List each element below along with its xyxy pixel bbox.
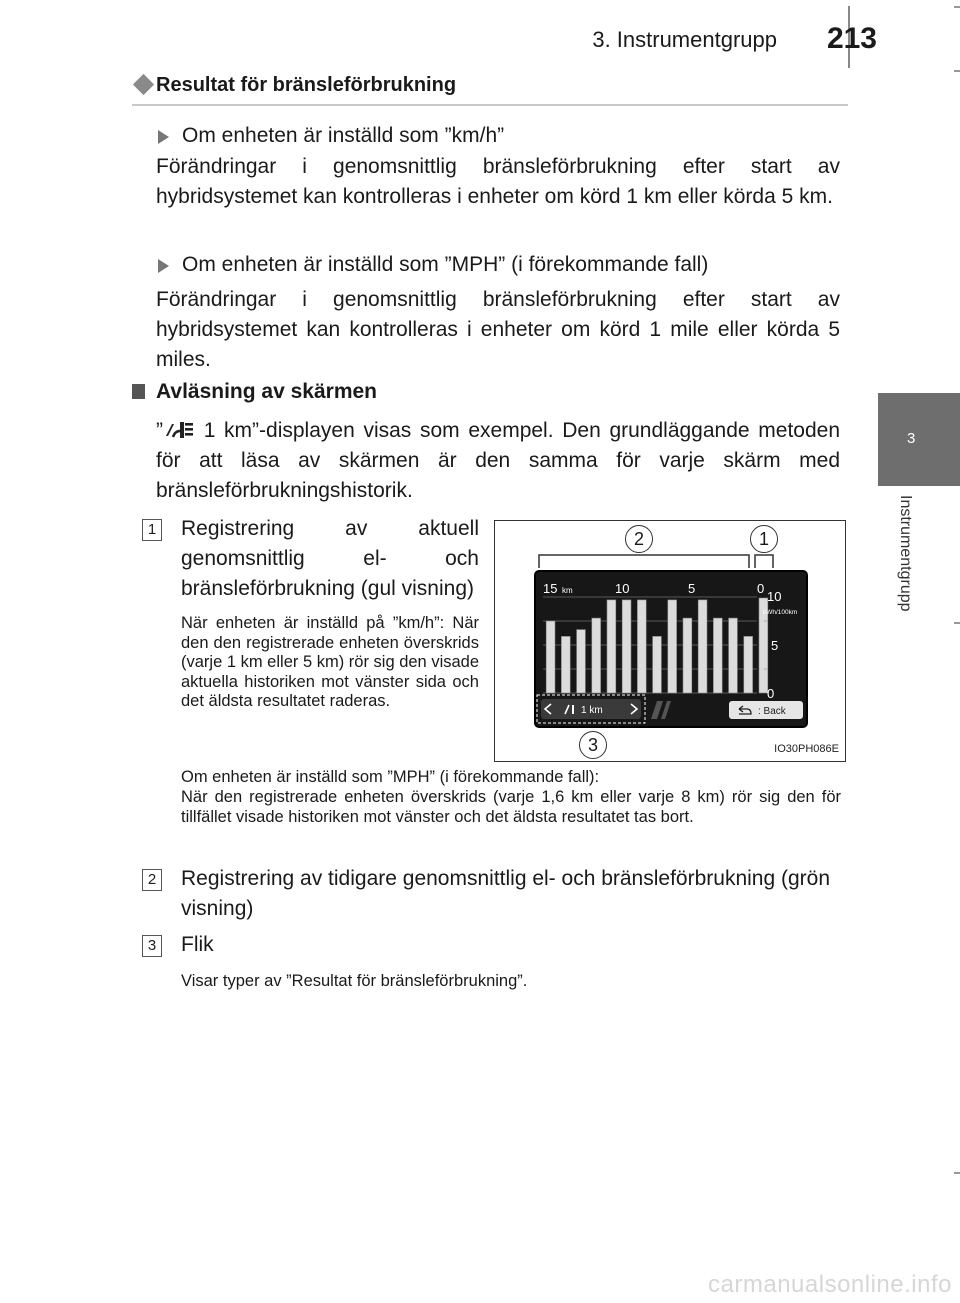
x-tick-label: 0 bbox=[757, 581, 765, 596]
fuel-consumption-icon bbox=[163, 418, 195, 440]
x-unit-label: km bbox=[562, 586, 573, 595]
page-number: 213 bbox=[826, 22, 877, 55]
paragraph: Förändringar i genomsnittlig bränsleförbrukning efter start av hybridsystemet kan kontrolleras i enheter om körd 1 km eller körda 5 km. bbox=[156, 155, 840, 208]
item-3-note: Visar typer av ”Resultat för bränsleförbrukning”. bbox=[181, 972, 528, 990]
chart-bar bbox=[744, 636, 753, 693]
chapter-side-tab bbox=[878, 393, 960, 486]
chart-bar bbox=[713, 618, 722, 693]
side-tab-label: Instrumentgrupp bbox=[897, 495, 914, 612]
chart-bar bbox=[607, 600, 616, 693]
edge-tick bbox=[954, 1172, 960, 1174]
fuel-consumption-icon-bar bbox=[572, 705, 574, 714]
triangle-bullet-icon bbox=[158, 130, 169, 144]
x-tick-label: 10 bbox=[615, 581, 630, 596]
subsection-title: Om enheten är inställd som ”MPH” (i förekommande fall) bbox=[182, 253, 709, 276]
chart-bar bbox=[592, 618, 601, 693]
figure-callout-1: 1 bbox=[750, 525, 778, 553]
x-tick-label: 15 bbox=[543, 581, 558, 596]
figure-callout-3: 3 bbox=[579, 731, 607, 759]
item-2-title: Registrering av tidigare genomsnittlig el- och bränsleförbrukning (grön visning) bbox=[181, 867, 831, 920]
reading-text: 1 km”-displayen visas som exempel. Den grundläggande metoden för att läsa av skärmen är den samma för varje skärm med bränsleförbrukningshistorik. bbox=[156, 419, 840, 502]
item-3-title: Flik bbox=[181, 933, 214, 956]
section-title bbox=[132, 72, 848, 106]
chart-bar bbox=[637, 600, 646, 693]
x-tick-label: 5 bbox=[688, 581, 696, 596]
reading-paragraph bbox=[156, 416, 840, 506]
figure-callout-2: 2 bbox=[625, 525, 653, 553]
watermark: carmanualsonline.info bbox=[708, 1271, 952, 1298]
edge-tick bbox=[954, 622, 960, 624]
chart-bar bbox=[729, 618, 738, 693]
item-1-title: Registrering av aktuell genomsnittlig el- och bränsleförbrukning (gul visning) bbox=[181, 517, 479, 600]
bracket-past bbox=[539, 555, 749, 568]
figure-drawing bbox=[495, 521, 844, 760]
edge-tick bbox=[954, 70, 960, 72]
quote-mark: ” bbox=[156, 419, 163, 442]
item-1-note-mph-heading: Om enheten är inställd som ”MPH” (i förekommande fall): bbox=[181, 768, 600, 786]
side-tab-number: 3 bbox=[907, 430, 916, 447]
triangle-bullet-icon bbox=[158, 259, 169, 273]
chart-bar bbox=[668, 600, 677, 693]
paragraph: Förändringar i genomsnittlig bränsleförbrukning efter start av hybridsystemet kan kontrolleras i enheter om körd 1 mile eller körda 5 miles. bbox=[156, 288, 840, 371]
item-1-note-kmh: När enheten är inställd på ”km/h”: När den den registrerade enheten överskrids (varje 1 km eller 5 km) rör sig den visade aktuella historiken mot vänster sida och det äldsta resultatet raderas. bbox=[181, 614, 480, 710]
subsection-title: Om enheten är inställd som ”km/h” bbox=[182, 124, 505, 147]
chart-bar bbox=[683, 618, 692, 693]
chart-bar bbox=[653, 636, 662, 693]
chart-bar bbox=[622, 600, 631, 693]
item-number-badge: 1 bbox=[142, 519, 162, 541]
chart-bar bbox=[577, 630, 586, 693]
item-number-badge: 3 bbox=[142, 935, 162, 957]
chapter-title: 3. Instrumentgrupp bbox=[592, 27, 777, 52]
display-figure bbox=[494, 520, 846, 762]
y-tick-label: 5 bbox=[771, 638, 779, 653]
back-label: : Back bbox=[758, 706, 786, 717]
square-bullet-icon bbox=[132, 384, 145, 399]
figure-code: IO30PH086E bbox=[774, 743, 839, 755]
diamond-icon bbox=[133, 74, 154, 95]
section-title-text: Resultat för bränsleförbrukning bbox=[156, 74, 457, 96]
y-unit-label: kWh/100km bbox=[763, 609, 798, 616]
side-tab-label-box bbox=[896, 495, 928, 655]
reading-heading-text: Avläsning av skärmen bbox=[156, 380, 377, 403]
edge-tick bbox=[954, 6, 960, 8]
y-tick-label: 0 bbox=[767, 686, 775, 701]
item-1-note-mph: När den registrerade enheten överskrids (varje 1,6 km eller varje 8 km) rör sig den för tillfället visade historiken mot vänster och det äldsta resultatet tas bort. bbox=[181, 788, 841, 826]
bracket-current bbox=[755, 555, 773, 568]
chart-bar bbox=[698, 600, 707, 693]
page-header bbox=[0, 0, 960, 80]
chart-bar bbox=[546, 621, 555, 693]
item-number-badge: 2 bbox=[142, 869, 162, 891]
y-tick-label: 10 bbox=[767, 589, 782, 604]
tab-label: 1 km bbox=[581, 705, 603, 716]
chart-bar bbox=[561, 636, 570, 693]
